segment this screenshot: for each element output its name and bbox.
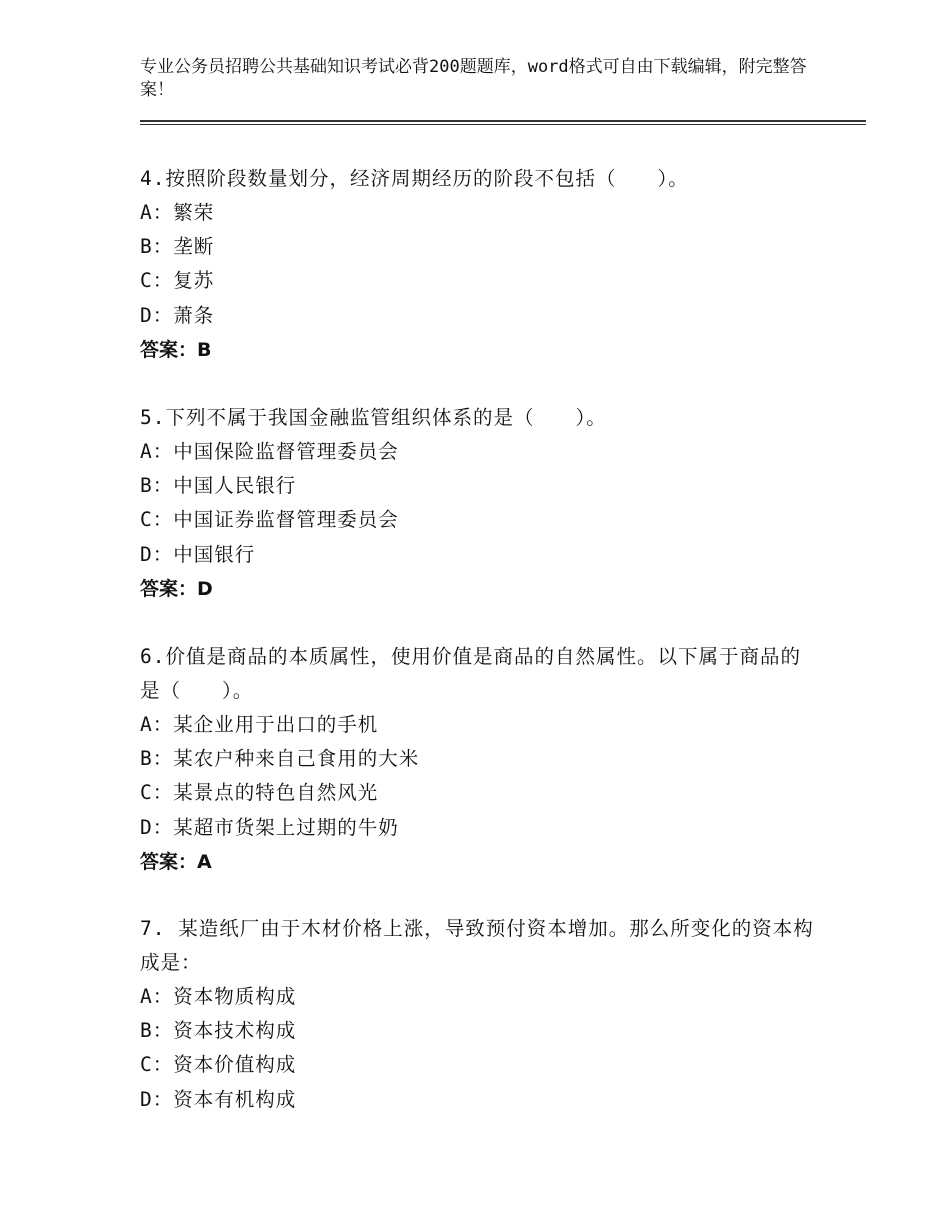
option-c: C：中国证券监督管理委员会 (140, 508, 399, 532)
question-stem: 4.按照阶段数量划分，经济周期经历的阶段不包括（ ）。 (140, 167, 689, 190)
question-6 (140, 640, 820, 879)
option-a: A：中国保险监督管理委员会 (140, 440, 399, 463)
option-b: B：中国人民银行 (140, 474, 297, 498)
question-4 (140, 162, 820, 367)
question-5 (140, 401, 820, 606)
question-stem: 5.下列不属于我国金融监管组织体系的是（ ）。 (140, 406, 607, 429)
option-b: B：某农户种来自己食用的大米 (140, 747, 420, 771)
document-header: 专业公务员招聘公共基础知识考试必背200题题库，word格式可自由下载编辑，附完整答案！ (140, 57, 807, 100)
question-7 (140, 912, 820, 1117)
answer: 答案：A (140, 850, 212, 873)
question-stem: 6.价值是商品的本质属性，使用价值是商品的自然属性。以下属于商品的是（ ）。 (140, 645, 801, 702)
option-d: D：某超市货架上过期的牛奶 (140, 815, 399, 839)
answer: 答案：D (140, 577, 213, 600)
answer: 答案：B (140, 338, 212, 361)
option-a: A：某企业用于出口的手机 (140, 713, 379, 736)
question-stem: 7. 某造纸厂由于木材价格上涨，导致预付资本增加。那么所变化的资本构成是： (140, 917, 814, 974)
header-divider (140, 120, 866, 122)
option-c: C：某景点的特色自然风光 (140, 781, 379, 805)
option-a: A：繁荣 (140, 201, 215, 224)
option-a: A：资本物质构成 (140, 985, 297, 1008)
option-b: B：资本技术构成 (140, 1019, 297, 1043)
option-d: D：资本有机构成 (140, 1087, 297, 1111)
option-d: D：萧条 (140, 303, 215, 327)
header-divider-thin (140, 124, 866, 125)
option-c: C：资本价值构成 (140, 1053, 297, 1077)
option-b: B：垄断 (140, 235, 215, 259)
option-c: C：复苏 (140, 269, 215, 293)
option-d: D：中国银行 (140, 542, 256, 566)
